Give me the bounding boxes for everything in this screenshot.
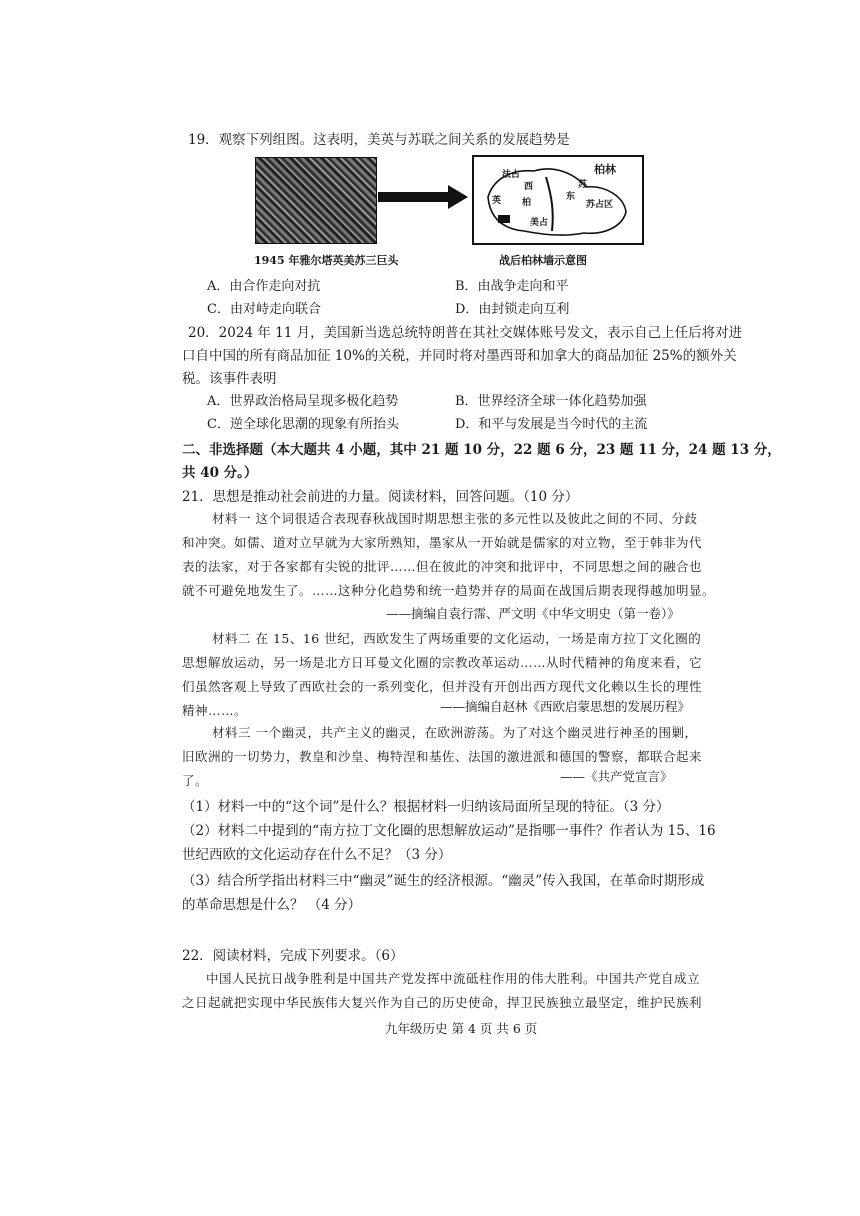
q20-option-b: B．世界经济全球一体化趋势加强	[455, 394, 647, 409]
q21-material2-line2: 思想解放运动，另一场是北方日耳曼文化圈的宗教改革运动……从时代精神的角度来看，它	[182, 655, 703, 670]
map-label-su: 苏	[578, 180, 588, 190]
q21-sub2-line1: （2）材料二中提到的“南方拉丁文化圈的思想解放运动”是指哪一事件？作者认为 15、16	[182, 823, 716, 839]
arrow-icon	[378, 183, 470, 213]
section2-heading-line2: 共 40 分。）	[182, 465, 258, 481]
caption-berlin: 战后柏林墙示意图	[499, 254, 587, 267]
q20-option-d: D．和平与发展是当今时代的主流	[455, 417, 648, 432]
q21-material2-line1: 材料二 在 15、16 世纪，西欧发生了两场重要的文化运动，一场是南方拉丁文化圈的	[212, 631, 702, 646]
q21-material2-line4: 精神……。	[182, 703, 248, 718]
q21-sub3-line2: 的革命思想是什么？ （4 分）	[182, 897, 362, 913]
q21-sub3-line1: （3）结合所学指出材料三中“幽灵”诞生的经济根源。“幽灵”传入我国，在革命时期形成	[182, 873, 705, 889]
q19-stem: 19．观察下列组图。这表明，美英与苏联之间关系的发展趋势是	[188, 132, 570, 148]
caption-yalta: 1945 年雅尔塔英美苏三巨头	[254, 254, 399, 267]
page-footer: 九年级历史 第 4 页 共 6 页	[385, 1021, 538, 1036]
q21-material3-source: ——《共产党宣言》	[560, 769, 673, 784]
section2-heading-line1: 二、非选择题（本大题共 4 小题，其中 21 题 10 分，22 题 6 分，23 题 11 分，24 题 13 分，	[182, 442, 781, 458]
q20-option-a: A．世界政治格局呈现多极化趋势	[207, 394, 399, 409]
q21-material3-line3: 了。	[182, 773, 209, 788]
q22-stem: 22．阅读材料，完成下列要求。（6）	[182, 948, 404, 964]
q19-option-d: D．由封锁走向互利	[455, 302, 570, 317]
map-label-berlin: 柏林	[594, 163, 616, 176]
q21-stem: 21．思想是推动社会前进的力量。阅读材料，回答问题。（10 分）	[182, 489, 579, 505]
map-label-sudq: 苏占区	[586, 200, 614, 210]
map-label-ying: 英	[492, 196, 502, 206]
map-label-mei: 美占	[530, 218, 549, 228]
q22-material-line2: 之日起就把实现中华民族伟大复兴作为自己的历史使命，捍卫民族独立最坚定，维护民族利	[182, 995, 703, 1010]
map-label-ea: 东	[566, 192, 576, 202]
map-label-xi: 西	[524, 182, 534, 192]
q20-stem-line2: 口自中国的所有商品加征 10%的关税，并同时将对墨西哥和加拿大的商品加征 25%的额外关	[182, 348, 737, 364]
q21-material2-line3: 们虽然客观上导致了西欧社会的一系列变化，但并没有开创出西方现代文化赖以生长的理性	[182, 679, 703, 694]
q21-material3-line2: 旧欧洲的一切势力，教皇和沙皇、梅特涅和基佐、法国的激进派和德国的警察，都联合起来	[182, 749, 703, 764]
yalta-photo	[255, 157, 377, 244]
q21-sub2-line2: 世纪西欧的文化运动存在什么不足？（3 分）	[182, 847, 452, 863]
q19-option-b: B．由战争走向和平	[455, 279, 569, 294]
map-label-bo: 柏	[522, 198, 532, 208]
q21-material2-source: ——摘编自赵林《西欧启蒙思想的发展历程》	[440, 699, 691, 714]
q21-material1-line1: 材料一 这个词很适合表现春秋战国时期思想主张的多元性以及彼此之间的不同、分歧	[212, 511, 698, 526]
q22-material-line1: 中国人民抗日战争胜利是中国共产党发挥中流砥柱作用的伟大胜利。中国共产党自成立	[206, 971, 701, 986]
q21-material1-line4: 就不可避免地发生了。……这种分化趋势和统一趋势并存的局面在战国后期表现得越加明显。	[182, 583, 716, 598]
q21-material1-line2: 和冲突。如儒、道对立早就为大家所熟知，墨家从一开始就是儒家的对立物，至于韩非为代	[182, 535, 703, 550]
map-label-fa: 法占	[502, 170, 521, 180]
berlin-wall-map	[472, 155, 644, 245]
q21-material3-line1: 材料三 一个幽灵，共产主义的幽灵，在欧洲游荡。为了对这个幽灵进行神圣的围剿，	[212, 725, 698, 740]
q20-option-c: C．逆全球化思潮的现象有所抬头	[207, 417, 399, 432]
q21-sub1: （1）材料一中的“这个词”是什么？根据材料一归纳该局面所呈现的特征。（3 分）	[182, 799, 670, 815]
q19-option-a: A．由合作走向对抗	[207, 279, 321, 294]
q20-stem-line1: 20．2024 年 11 月，美国新当选总统特朗普在其社交媒体账号发文，表示自己上任后将对进	[188, 325, 743, 341]
q19-option-c: C．由对峙走向联合	[207, 302, 321, 317]
q20-stem-line3: 税。该事件表明	[182, 371, 277, 387]
q21-material1-line3: 表的法家，对于各家都有尖锐的批评……但在彼此的冲突和批评中，不同思想之间的融合也	[182, 559, 703, 574]
q21-material1-source: ——摘编自袁行霈、严文明《中华文明史（第一卷）》	[386, 606, 680, 621]
